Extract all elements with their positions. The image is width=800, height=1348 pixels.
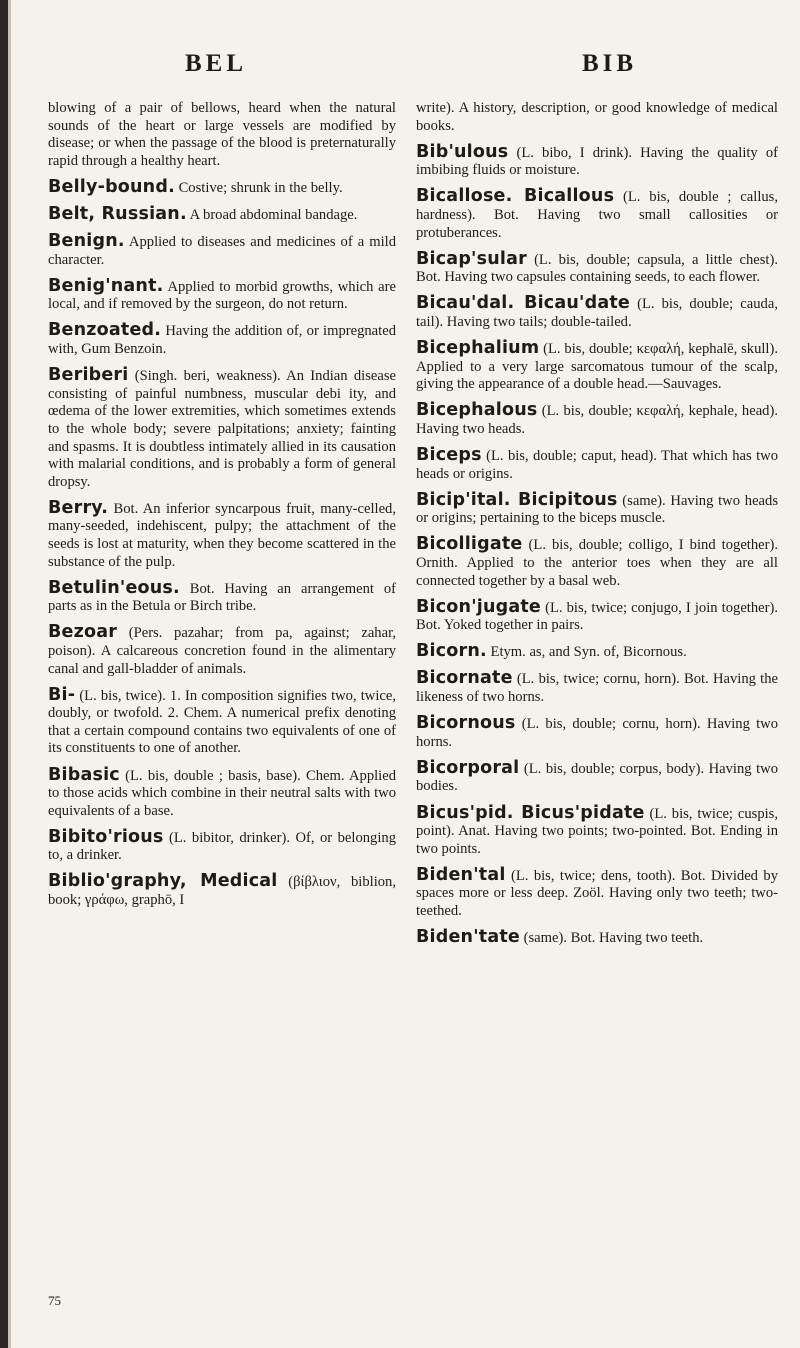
- dictionary-entry: [48, 764, 396, 821]
- entry-headword: Bib'ulous: [416, 141, 509, 162]
- entry-definition: (same). Bot. Having two teeth.: [519, 930, 704, 947]
- dictionary-entry: [416, 447, 778, 483]
- entry-headword: Bezoar: [48, 622, 118, 643]
- entry-definition: (L. bis, double; caput, head). That which has two heads or origins.: [416, 448, 778, 482]
- entry-definition: (L. bis, double; capsula, a little chest). Bot. Having two capsules containing seeds, to each flower.: [416, 251, 778, 286]
- running-head-right: BIB: [582, 50, 638, 77]
- dictionary-entry: [416, 295, 778, 331]
- dictionary-entry: [48, 367, 396, 491]
- dictionary-entry: [416, 757, 778, 796]
- entry-definition: (L. bis, twice; dens, tooth). Bot. Divided by spaces more or less deep. Zoöl. Having only two teeth; two-teethed.: [416, 867, 778, 919]
- entry-headword: Benzoated.: [48, 320, 162, 341]
- entry-headword: Bicolligate: [416, 534, 523, 555]
- entry-definition: Applied to morbid growths, which are local, and if removed by the surgeon, do not return.: [48, 278, 396, 313]
- dictionary-entry: [48, 497, 396, 571]
- entry-definition: write). A history, description, or good knowledge of medical books.: [416, 100, 778, 134]
- entry-headword: Betulin'eous.: [48, 577, 180, 598]
- entry-definition: (L. bis, double; corpus, body). Having two bodies.: [416, 760, 778, 795]
- dictionary-entry: [48, 577, 396, 616]
- dictionary-entry: [416, 802, 778, 859]
- right-column: [416, 100, 778, 956]
- entry-headword: Bicus'pid. Bicus'pidate: [416, 802, 645, 823]
- entry-definition: Having the addition of, or impregnated with, Gum Benzoin.: [48, 323, 396, 358]
- dictionary-entry: [48, 275, 396, 314]
- dictionary-entry: [416, 340, 778, 394]
- left-column: [48, 100, 396, 918]
- dictionary-entry: [48, 176, 396, 198]
- entry-headword: Bicon'jugate: [416, 596, 541, 617]
- entry-headword: Bicallose. Bicallous: [416, 186, 615, 207]
- entry-definition: (Singh. beri, weakness). An Indian disease consisting of painful numbness, muscular debi ity, and œdema of the lower extremities, which sometimes extends to the whole body; severe palpitations; anxiety; fainting and spasms. It is doubtless intimately allied in its causation with malarial conditions, and is probably a form of general dropsy.: [48, 368, 396, 490]
- entry-definition: Etym. as, and Syn. of, Bicornous.: [486, 644, 687, 661]
- entry-headword: Bibasic: [48, 764, 120, 785]
- entry-definition: Applied to diseases and medicines of a mild character.: [48, 234, 396, 268]
- running-head-left: BEL: [185, 50, 248, 77]
- dictionary-entry: [48, 684, 396, 758]
- entry-definition: (βίβλιον, biblion, book; γράφω, graphō, I: [48, 874, 396, 909]
- entry-headword: Bicip'ital. Bicipitous: [416, 489, 618, 510]
- entry-definition: (L. bis, twice; conjugo, I join together). Bot. Yoked together in pairs.: [416, 599, 778, 634]
- dictionary-entry: [416, 489, 779, 528]
- entry-headword: Bibito'rious: [48, 826, 164, 847]
- dictionary-entry: [416, 188, 778, 242]
- dictionary-entry: [48, 203, 396, 225]
- entry-headword: Bicorn.: [416, 641, 487, 662]
- page-edge: [8, 0, 11, 1348]
- dictionary-entry: [48, 322, 396, 358]
- entry-definition: (L. bis, double; colligo, I bind together). Ornith. Applied to the anterior toes when they are all connected together by a basal web.: [416, 537, 778, 589]
- entry-definition: Bot. An inferior syncarpous fruit, many-celled, many-seeded, indehiscent, pulpy; the attachment of the seeds is lost at maturity, when they become scattered in the substance of the pulp.: [48, 500, 396, 570]
- entry-definition: (L. bibitor, drinker). Of, or belonging to, a drinker.: [48, 829, 396, 864]
- dictionary-entry: [48, 873, 396, 909]
- entry-definition: (L. bis, double ; basis, base). Chem. Applied to those acids which combine in their neutral salts with two equivalents of a base.: [48, 767, 396, 819]
- entry-headword: Biden'tate: [416, 927, 520, 948]
- entry-definition: (L. bibo, I drink). Having the quality of imbibing fluids or moisture.: [416, 144, 778, 179]
- entry-definition: (Pers. pazahar; from pa, against; zahar, poison). A calcareous concretion found in the alimentary canal and gall-bladder of animals.: [48, 625, 396, 677]
- dictionary-entry: [416, 864, 778, 921]
- dictionary-entry: [416, 141, 778, 180]
- dictionary-entry: [48, 826, 396, 865]
- entry-headword: Belt, Russian.: [48, 203, 187, 224]
- entry-headword: Benig'nant.: [48, 275, 164, 296]
- entry-definition: (same). Having two heads or origins; pertaining to the biceps muscle.: [416, 492, 779, 527]
- entry-definition: A broad abdominal bandage.: [186, 206, 358, 223]
- page-number: 75: [48, 1293, 61, 1308]
- entry-headword: Bicornate: [416, 668, 513, 689]
- entry-definition: (L. bis, twice; cornu, horn). Bot. Having the likeness of two horns.: [416, 671, 778, 706]
- entry-headword: Berry.: [48, 497, 109, 518]
- dictionary-entry: [416, 248, 778, 287]
- entry-headword: Benign.: [48, 231, 125, 252]
- dictionary-entry: [416, 929, 778, 948]
- entry-definition: blowing of a pair of bellows, heard when the natural sounds of the heart or large vessels are modified by disease; or when the passage of the blood is preternaturally rapid through a healthy heart.: [48, 100, 396, 169]
- entry-definition: (L. bis, double; cauda, tail). Having two tails; double-tailed.: [416, 296, 778, 330]
- dictionary-entry: [416, 643, 778, 662]
- entry-definition: (L. bis, double ; callus, hardness). Bot. Having two small callosities or protuberances.: [416, 189, 778, 241]
- entry-definition: Bot. Having an arrangement of parts as in the Betula or Birch tribe.: [48, 580, 396, 615]
- entry-definition: Costive; shrunk in the belly.: [174, 179, 343, 196]
- entry-headword: Biceps: [416, 445, 482, 465]
- entry-headword: Bicorporal: [416, 757, 520, 778]
- entry-definition: (L. bis, double; κεφαλή, kephalē, skull). Applied to a very large sarcomatous tumour of the scalp, giving the appearance of a double head.—Sauvages.: [416, 341, 778, 393]
- dictionary-entry: [48, 233, 396, 269]
- entry-headword: Bicephalous: [416, 400, 538, 421]
- dictionary-entry: [48, 624, 396, 678]
- dictionary-entry: [48, 100, 396, 170]
- entry-headword: Bicap'sular: [416, 248, 527, 269]
- dictionary-entry: [416, 100, 778, 135]
- entry-headword: Bicephalium: [416, 338, 540, 359]
- entry-headword: Bicornous: [416, 713, 516, 734]
- dictionary-entry: [416, 715, 778, 751]
- dictionary-entry: [416, 670, 778, 706]
- entry-definition: (L. bis, double; cornu, horn). Having two horns.: [416, 716, 778, 750]
- entry-headword: Biden'tal: [416, 864, 506, 885]
- entry-definition: (L. bis, twice). 1. In composition signifies two, twice, doubly, or twofold. 2. Chem. A numerical prefix denoting that a certain compound contains two equivalents of one of its constituents to one of another.: [48, 687, 396, 757]
- entry-headword: Bi-: [48, 684, 76, 705]
- entry-definition: (L. bis, double; κεφαλή, kephale, head). Having two heads.: [416, 403, 778, 437]
- entry-headword: Beriberi: [48, 365, 129, 386]
- entry-headword: Bicau'dal. Bicau'date: [416, 293, 630, 314]
- dictionary-entry: [416, 596, 778, 635]
- entry-headword: Biblio'graphy, Medical: [48, 871, 278, 892]
- dictionary-entry: [416, 402, 778, 438]
- dictionary-entry: [416, 536, 778, 590]
- book-spine-shadow: [0, 0, 8, 1348]
- entry-definition: (L. bis, twice; cuspis, point). Anat. Having two points; two-pointed. Bot. Ending in two points.: [416, 805, 778, 857]
- entry-headword: Belly-bound.: [48, 176, 175, 197]
